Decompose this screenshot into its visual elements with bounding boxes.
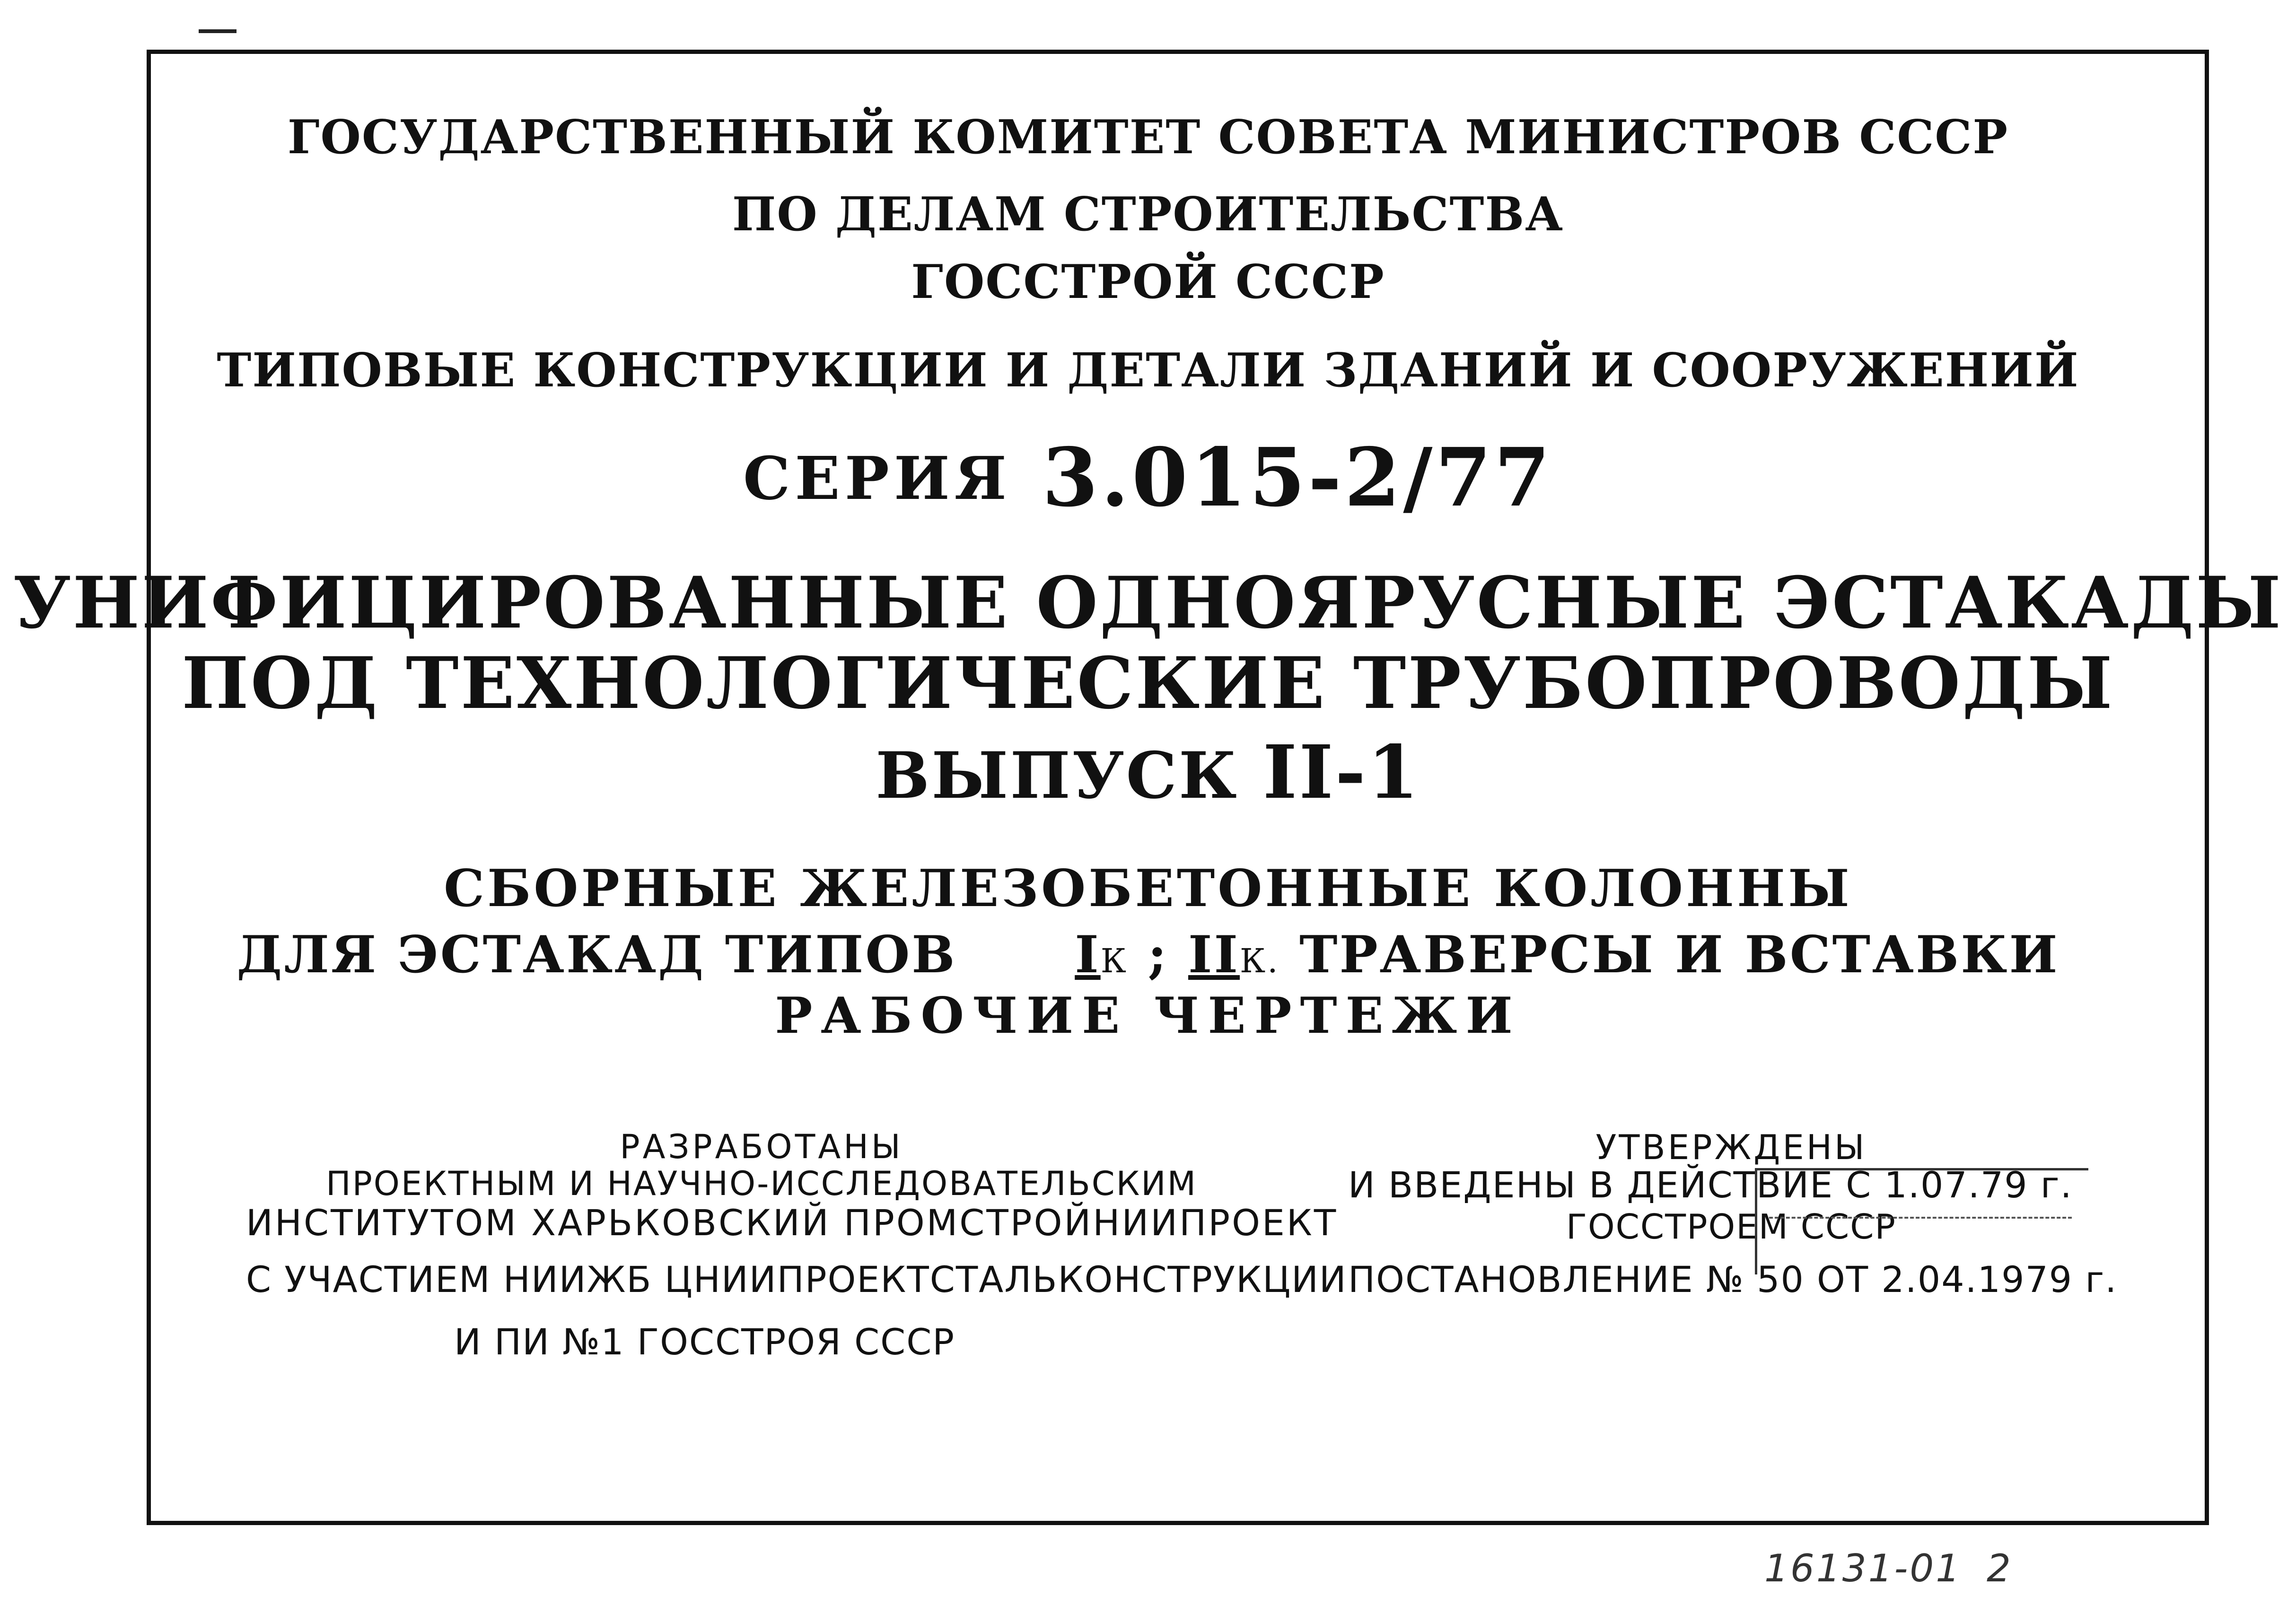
series-word: СЕРИЯ [743,444,1012,513]
series-line [0,430,2296,525]
sheet-code: 16131-01 [1764,1546,1962,1590]
approved-line-4: ПОСТАНОВЛЕНИЕ № 50 ОТ 2.04.1979 г. [1348,1258,2118,1300]
category-line: ТИПОВЫЕ КОНСТРУКЦИИ И ДЕТАЛИ ЗДАНИЙ И СООРУЖЕНИЙ [217,343,2079,398]
page-number: 2 [1987,1546,2011,1590]
type-1-main: I [1075,925,1101,985]
issue-word: ВЫПУСК [876,738,1239,813]
title-line-2: ПОД ТЕХНОЛОГИЧЕСКИЕ ТРУБОПРОВОДЫ [182,642,2114,725]
type-2-sub: К. [1240,942,1280,980]
top-mark [199,29,237,33]
committee-line-2: ПО ДЕЛАМ СТРОИТЕЛЬСТВА [732,187,1564,242]
stamp-dashed-line [1769,1217,2072,1219]
issue-line [0,729,2296,815]
subtitle-prefix: ДЛЯ ЭСТАКАД ТИПОВ [237,925,957,985]
approved-heading: УТВЕРЖДЕНЫ [1595,1127,1867,1167]
developed-line-3: ИНСТИТУТОМ ХАРЬКОВСКИЙ ПРОМСТРОЙНИИПРОЕКТ [246,1202,1338,1244]
subtitle-line-2 [0,925,2296,985]
issue-number: II-1 [1262,729,1420,815]
approved-line-3: ГОССТРОЕМ СССР [1566,1207,1896,1247]
subtitle-line-1: СБОРНЫЕ ЖЕЛЕЗОБЕТОННЫЕ КОЛОННЫ [444,859,1852,918]
developed-line-2: ПРОЕКТНЫМ И НАУЧНО-ИССЛЕДОВАТЕЛЬСКИМ [325,1164,1198,1203]
approval-stamp [1755,1168,2088,1274]
subtitle-suffix: ТРАВЕРСЫ И ВСТАВКИ [1299,925,2059,985]
type-2-main: II [1188,925,1240,985]
developed-line-4: С УЧАСТИЕМ НИИЖБ ЦНИИПРОЕКТСТАЛЬКОНСТРУКЦИИ [246,1258,1347,1300]
title-line-1: УНИФИЦИРОВАННЫЕ ОДНОЯРУСНЫЕ ЭСТАКАДЫ [13,561,2283,645]
type-separator: ; [1148,925,1169,985]
type-1-sub: К [1100,942,1128,980]
series-number: 3.015-2/77 [1042,430,1553,525]
developed-line-5: И ПИ №1 ГОССТРОЯ СССР [454,1321,955,1363]
developed-heading: РАЗРАБОТАНЫ [620,1127,903,1166]
subtitle-line-3: РАБОЧИЕ ЧЕРТЕЖИ [775,986,1521,1045]
committee-line-3: ГОССТРОЙ СССР [911,255,1385,309]
approved-line-2: И ВВЕДЕНЫ В ДЕЙСТВИЕ С 1.07.79 г. [1348,1164,2073,1206]
committee-line-1: ГОСУДАРСТВЕННЫЙ КОМИТЕТ СОВЕТА МИНИСТРОВ СССР [287,110,2009,165]
